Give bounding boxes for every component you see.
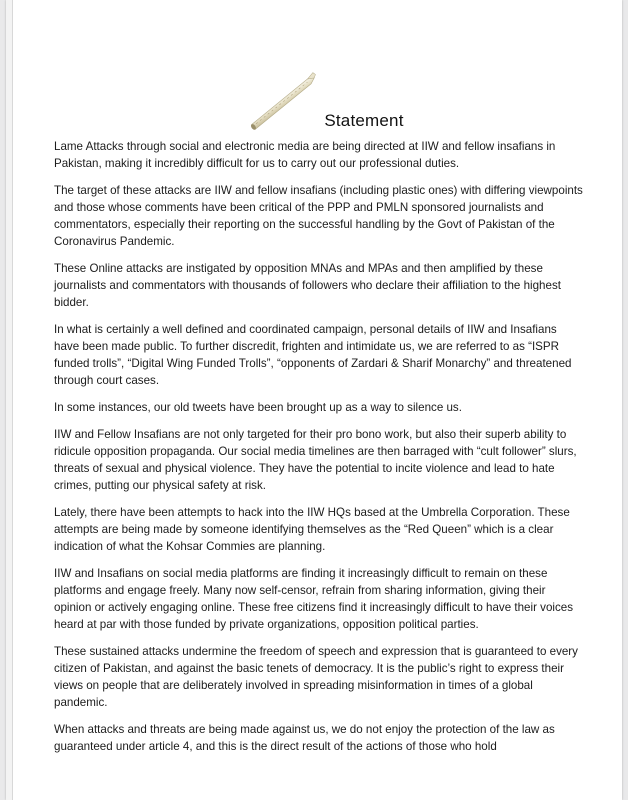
paragraph: These sustained attacks undermine the freedom of speech and expression that is guaranteed to every citizen of Pakistan, and against the basic tenets of democracy. It is the public’s right to express their views on people that are deliberately involved in spreading misinformation in times of a global pandemic. [54,645,578,709]
paragraph: Lately, there have been attempts to hack into the IIW HQs based at the Umbrella Corporation. These attempts are being made by someone identifying themselves as the “Red Queen” which is a clear indication of what the Kohsar Commies are planning. [54,506,570,553]
statement-body [54,138,584,765]
paragraph: The target of these attacks are IIW and fellow insafians (including plastic ones) with differing viewpoints and those whose comments have been critical of the PPP and PMLN sponsored journalists and commentators, especially their reporting on the successful handling by the Govt of Pakistan of the Coronavirus Pandemic. [54,184,583,248]
paragraph: In what is certainly a well defined and coordinated campaign, personal details of IIW and Insafians have been made public. To further discredit, frighten and intimidate us, we are referred to as “ISPR funded trolls”, “Digital Wing Funded Trolls”, “opponents of Zardari & Sharif Monarchy” and threatened through court cases. [54,323,572,387]
paragraph: IIW and Insafians on social media platforms are finding it increasingly difficult to remain on these platforms and engage freely. Many now self-censor, refrain from sharing information, giving their opinion or actively engaging online. These free citizens find it increasingly difficult to have their voices heard at par with those funded by private organizations, opposition political parties. [54,567,574,631]
paragraph: In some instances, our old tweets have been brought up as a way to silence us. [54,401,462,414]
paragraph: IIW and Fellow Insafians are not only targeted for their pro bono work, but also their superb ability to ridicule opposition propaganda. Our social media timelines are then barraged with “cult follower” slurs, threats of sexual and physical violence. They have the potential to incite violence and lead to hate crimes, putting our physical safety at risk. [54,428,577,492]
document-page [6,0,622,800]
page-title: Statement [324,111,404,130]
paragraph: When attacks and threats are being made against us, we do not enjoy the protection of the law as guaranteed under article 4, and this is the direct result of the actions of those who hold [54,723,555,753]
paragraph: Lame Attacks through social and electronic media are being directed at IIW and fellow insafians in Pakistan, making it incredibly difficult for us to carry out our professional duties. [54,140,556,170]
paragraph: These Online attacks are instigated by opposition MNAs and MPAs and then amplified by these journalists and commentators with thousands of followers who declare their affiliation to the highest bidder. [54,262,561,309]
